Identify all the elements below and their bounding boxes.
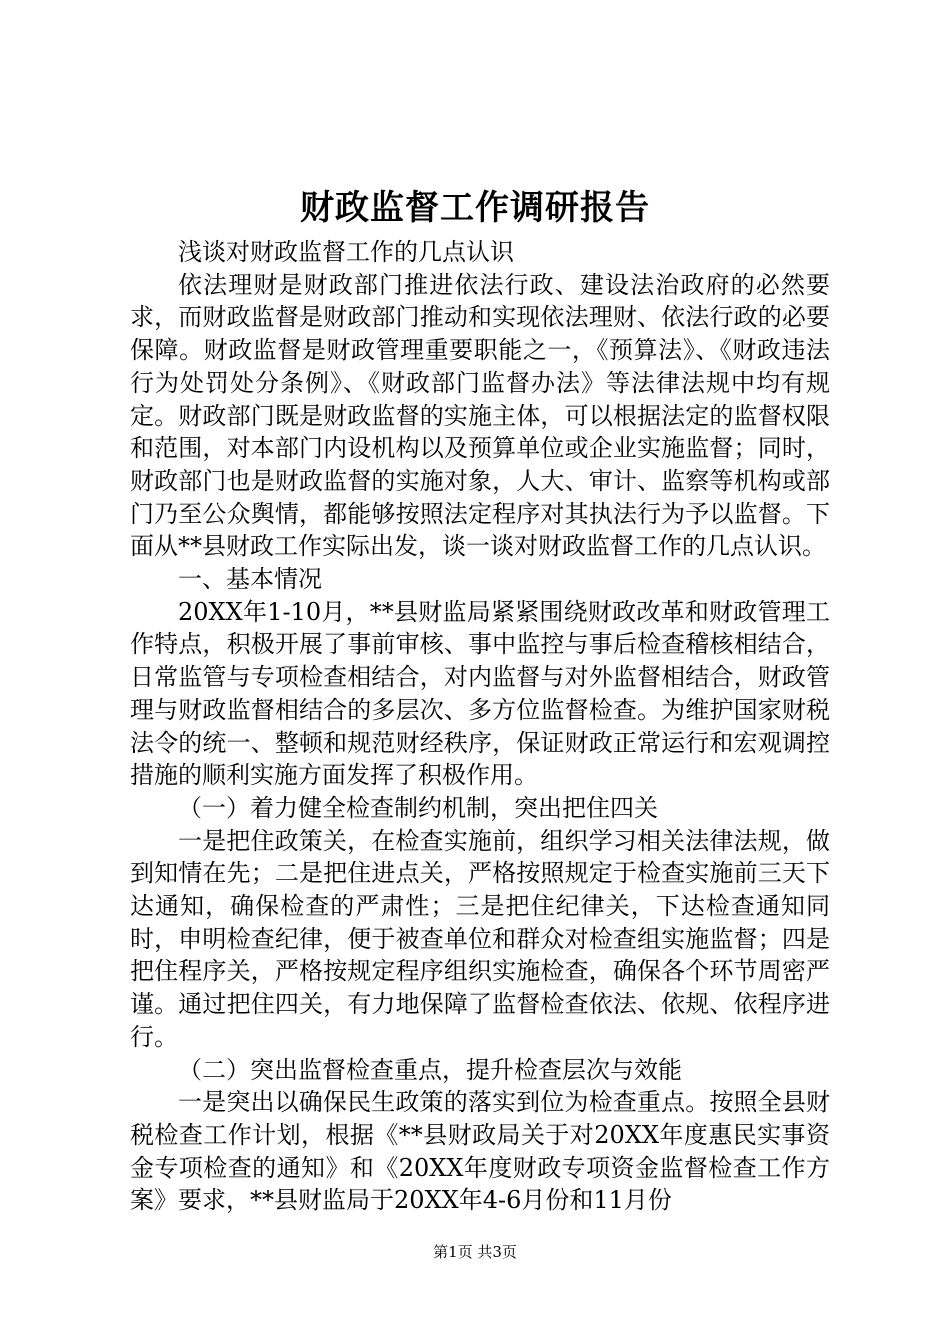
paragraph-basic: 20XX年1-10月，**县财监局紧紧围绕财政改革和财政管理工作特点，积极开展了事前审核、事中监控与事后检查稽核相结合，日常监管与专项检查相结合，对内监督与对外监督相结合，财政管理与财政监督相结合的多层次、多方位监督检查。为维护国家财税法令的统一、整顿和规范财经秩序，保证财政正常运行和宏观调控措施的顺利实施方面发挥了积极作用。 <box>130 597 830 790</box>
subsection-heading-2: （二）突出监督检查重点，提升检查层次与效能 <box>178 1055 682 1084</box>
paragraph-intro: 依法理财是财政部门推进依法行政、建设法治政府的必然要求，而财政监督是财政部门推动和实现依法理财、依法行政的必要保障。财政监督是财政管理重要职能之一，《预算法》、《财政违法行为处罚处分条例》、《财政部门监督办法》等法律法规中均有规定。财政部门既是财政监督的实施主体，可以根据法定的监督权限和范围，对本部门内设机构以及预算单位或企业实施监督；同时，财政部门也是财政监督的实施对象，人大、审计、监察等机构或部门乃至公众舆情，都能够按照法定程序对其执法行为予以监督。下面从**县财政工作实际出发，谈一谈对财政监督工作的几点认识。 <box>130 270 830 561</box>
paragraph-subtitle: 浅谈对财政监督工作的几点认识 <box>178 238 514 266</box>
paragraph-subsection-1: 一是把住政策关，在检查实施前，组织学习相关法律法规，做到知情在先；二是把住进点关，严格按照规定于检查实施前三天下达通知，确保检查的严肃性；三是把住纪律关，下达检查通知同时，申明检查纪律，便于被查单位和群众对检查组实施监督；四是把住程序关，严格按规定程序组织实施检查，确保各个环节周密严谨。通过把住四关，有力地保障了监督检查依法、依规、依程序进行。 <box>130 826 830 1051</box>
document-body <box>130 236 830 1217</box>
page-footer: 第1页 共3页 <box>433 1243 517 1261</box>
section-heading-basic: 一、基本情况 <box>178 565 322 594</box>
document-title: 财政监督工作调研报告 <box>300 188 650 228</box>
subsection-heading-1: （一）着力健全检查制约机制，突出把住四关 <box>178 793 658 822</box>
paragraph-subsection-2: 一是突出以确保民生政策的落实到位为检查重点。按照全县财税检查工作计划，根据《**县财政局关于对20XX年度惠民实事资金专项检查的通知》和《20XX年度财政专项资金监督检查工作方案》要求，**县财监局于20XX年4-6月份和11月份 <box>130 1088 830 1215</box>
